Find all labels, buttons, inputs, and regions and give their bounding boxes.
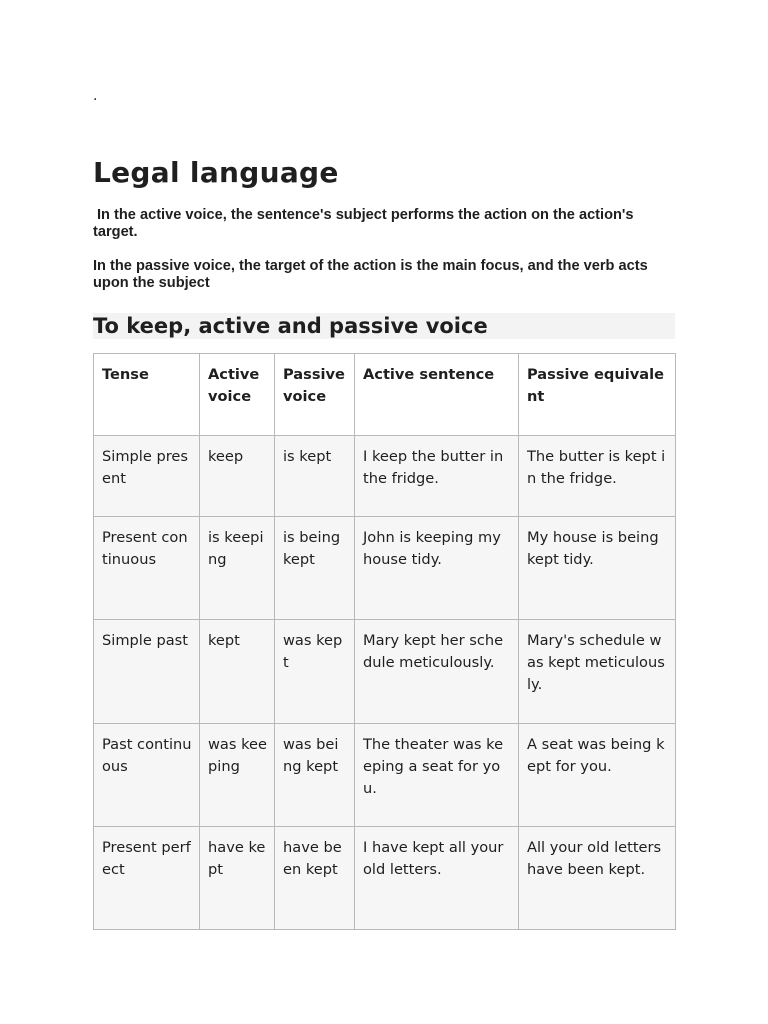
cell-passive-voice: is being kept	[275, 517, 355, 620]
table-row	[94, 436, 676, 517]
cell-tense: Present perfect	[94, 827, 200, 930]
cell-active-sentence: Mary kept her schedule meticulously.	[355, 620, 519, 724]
header-tense: Tense	[94, 354, 200, 436]
table-row	[94, 620, 676, 724]
table-row	[94, 827, 676, 930]
cell-passive-voice: was kept	[275, 620, 355, 724]
cell-passive-voice: is kept	[275, 436, 355, 517]
voice-table	[93, 353, 676, 930]
cell-active-sentence: I keep the butter in the fridge.	[355, 436, 519, 517]
table-row	[94, 724, 676, 827]
active-voice-paragraph: In the active voice, the sentence's subject performs the action on the action's target.	[93, 207, 634, 240]
cell-passive-voice: have been kept	[275, 827, 355, 930]
cell-passive-equivalent: My house is being kept tidy.	[519, 517, 676, 620]
cell-active-sentence: John is keeping my house tidy.	[355, 517, 519, 620]
cell-tense: Past continuous	[94, 724, 200, 827]
cell-tense: Present continuous	[94, 517, 200, 620]
header-active-voice: Active voice	[200, 354, 275, 436]
cell-passive-equivalent: A seat was being kept for you.	[519, 724, 676, 827]
cell-active-sentence: I have kept all your old letters.	[355, 827, 519, 930]
cell-active-voice: kept	[200, 620, 275, 724]
cell-passive-equivalent: Mary's schedule was kept meticulously.	[519, 620, 676, 724]
header-passive-equivalent: Passive equivalent	[519, 354, 676, 436]
section-heading: To keep, active and passive voice	[93, 313, 675, 339]
cell-passive-equivalent: The butter is kept in the fridge.	[519, 436, 676, 517]
cell-active-voice: is keeping	[200, 517, 275, 620]
cell-tense: Simple past	[94, 620, 200, 724]
cell-passive-voice: was being kept	[275, 724, 355, 827]
header-active-sentence: Active sentence	[355, 354, 519, 436]
stray-dot: .	[93, 88, 98, 104]
table-header-row	[94, 354, 676, 436]
page-title: Legal language	[93, 156, 339, 189]
cell-active-voice: have kept	[200, 827, 275, 930]
cell-tense: Simple present	[94, 436, 200, 517]
passive-voice-paragraph: In the passive voice, the target of the action is the main focus, and the verb acts upon the subject	[93, 258, 648, 291]
cell-active-voice: was keeping	[200, 724, 275, 827]
header-passive-voice: Passive voice	[275, 354, 355, 436]
cell-passive-equivalent: All your old letters have been kept.	[519, 827, 676, 930]
table-row	[94, 517, 676, 620]
cell-active-sentence: The theater was keeping a seat for you.	[355, 724, 519, 827]
cell-active-voice: keep	[200, 436, 275, 517]
